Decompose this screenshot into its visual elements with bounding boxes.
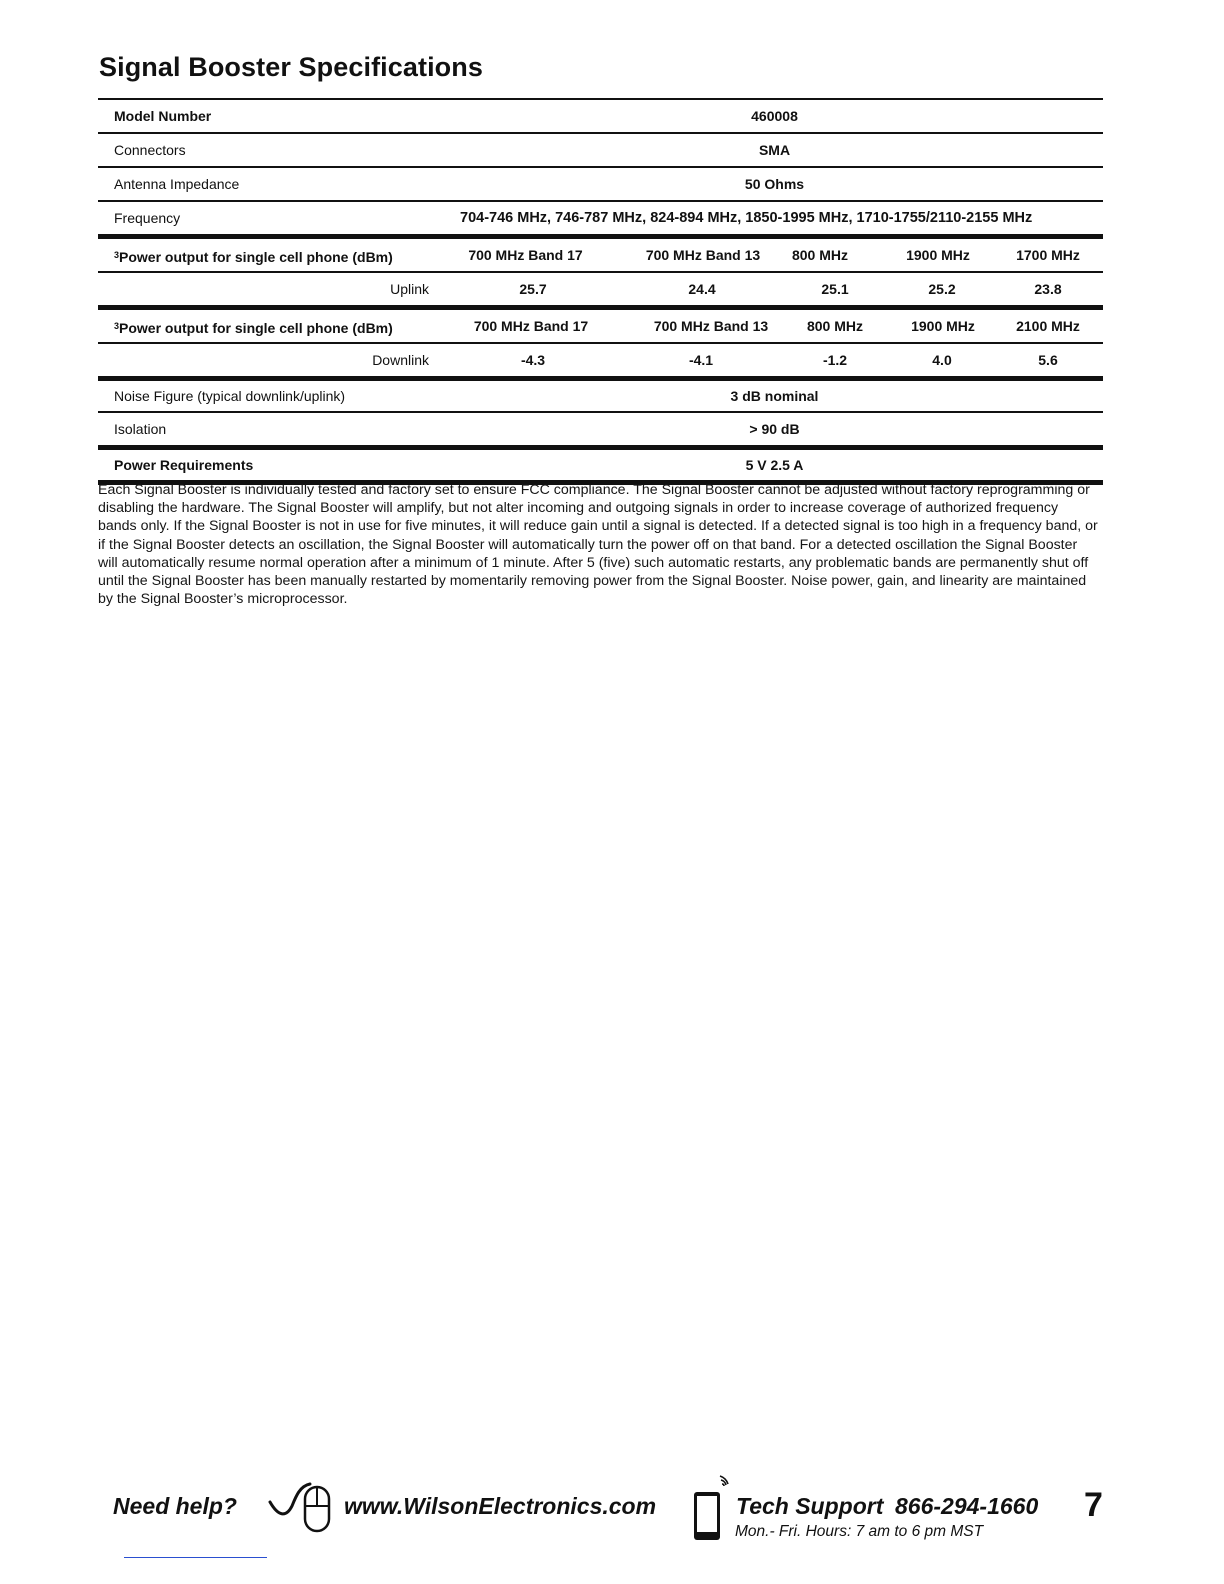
spec-value: 50 Ohms	[744, 176, 805, 192]
band-header: 800 MHz	[791, 247, 849, 263]
spec-label: Connectors	[114, 142, 186, 158]
band-header: 700 MHz Band 17	[473, 318, 589, 334]
spec-row-downlink-header	[98, 310, 1103, 342]
uplink-value: 25.2	[928, 281, 956, 297]
band-header: 2100 MHz	[1016, 318, 1080, 334]
spec-row-power-requirements	[98, 450, 1103, 480]
band-header: 700 MHz Band 13	[653, 318, 769, 334]
tech-support-label: Tech Support	[736, 1493, 884, 1519]
downlink-value: 5.6	[1038, 352, 1058, 368]
spec-label: Model Number	[114, 108, 212, 124]
downlink-value: 4.0	[932, 352, 952, 368]
spec-row-uplink	[98, 273, 1103, 305]
band-header: 1700 MHz	[1016, 247, 1080, 263]
spec-row-downlink	[98, 344, 1103, 376]
band-header: 700 MHz Band 17	[468, 247, 583, 263]
spec-value: 460008	[751, 108, 798, 124]
uplink-value: 25.1	[821, 281, 849, 297]
spec-label-text: Power output for single cell phone (dBm)	[119, 249, 393, 265]
footnote-marker: 3	[114, 321, 120, 331]
spec-row-uplink-header	[98, 239, 1103, 271]
support-hours: Mon.- Fri. Hours: 7 am to 6 pm MST	[735, 1523, 984, 1540]
band-header: 1900 MHz	[906, 247, 970, 263]
spec-value: 704-746 MHz, 746-787 MHz, 824-894 MHz, 1850-1995 MHz, 1710-1755/2110-2155 MHz	[460, 210, 1033, 226]
uplink-value: 25.7	[519, 281, 547, 297]
link-underline	[124, 1557, 267, 1558]
page-title: Signal Booster Specifications	[99, 52, 483, 82]
downlink-value: -4.1	[688, 352, 714, 368]
website-link[interactable]: www.WilsonElectronics.com	[344, 1493, 657, 1519]
spec-label: Noise Figure (typical downlink/uplink)	[114, 388, 346, 404]
spec-label: Antenna Impedance	[114, 176, 240, 192]
band-header: 700 MHz Band 13	[645, 247, 761, 263]
spec-label	[114, 310, 393, 342]
spec-value: 3 dB nominal	[730, 388, 819, 404]
phone-signal-icon	[690, 1472, 736, 1544]
description-paragraph: Each Signal Booster is individually tested and factory set to ensure FCC compliance. The Signal Booster cannot be adjusted without factory reprogramming or disabling the hardware. The Signal Booster will amplify, but not alter incoming and outgoing signals in order to increase coverage of authorized frequency bands only. If the Signal Booster is not in use for five minutes, it will reduce gain until a signal is detected. If a detected signal is too high in a frequency band, or if the Signal Booster detects an oscillation, the Signal Booster will automatically turn the power off on that band. For a detected oscillation the Signal Booster will automatically resume normal operation after a minimum of 1 minute. After 5 (five) such automatic restarts, any problematic bands are permanently shut off until the Signal Booster has been manually restarted by momentarily removing power from the Signal Booster. Noise power, gain, and linearity are maintained by the Signal Booster’s microprocessor.	[98, 482, 1098, 608]
spec-table	[98, 98, 1103, 485]
spec-label: Isolation	[114, 421, 167, 437]
spec-label: Frequency	[114, 210, 181, 226]
mouse-icon	[268, 1476, 334, 1534]
spec-label-text: Power output for single cell phone (dBm)	[119, 320, 393, 336]
band-header: 800 MHz	[806, 318, 864, 334]
spec-row-frequency	[98, 202, 1103, 234]
spec-label: Downlink	[372, 352, 429, 368]
downlink-value: -1.2	[822, 352, 848, 368]
spec-label: Power Requirements	[114, 457, 254, 473]
spec-value: SMA	[758, 142, 791, 158]
footnote-marker: 3	[114, 250, 120, 260]
band-header: 1900 MHz	[911, 318, 975, 334]
page-number: 7	[1084, 1486, 1103, 1524]
downlink-value: -4.3	[520, 352, 546, 368]
need-help-label: Need help?	[113, 1493, 237, 1519]
uplink-value: 24.4	[688, 281, 716, 297]
spec-row-isolation	[98, 413, 1103, 445]
uplink-value: 23.8	[1034, 281, 1062, 297]
spec-value: > 90 dB	[749, 421, 800, 437]
spec-row-connectors	[98, 134, 1103, 166]
spec-label: Uplink	[390, 281, 429, 297]
tech-support-phone[interactable]: 866-294-1660	[895, 1493, 1039, 1519]
spec-value: 5 V 2.5 A	[745, 457, 804, 473]
spec-label	[114, 239, 393, 271]
spec-row-noise-figure	[98, 381, 1103, 411]
spec-row-antenna-impedance	[98, 168, 1103, 200]
spec-row-model-number	[98, 100, 1103, 132]
